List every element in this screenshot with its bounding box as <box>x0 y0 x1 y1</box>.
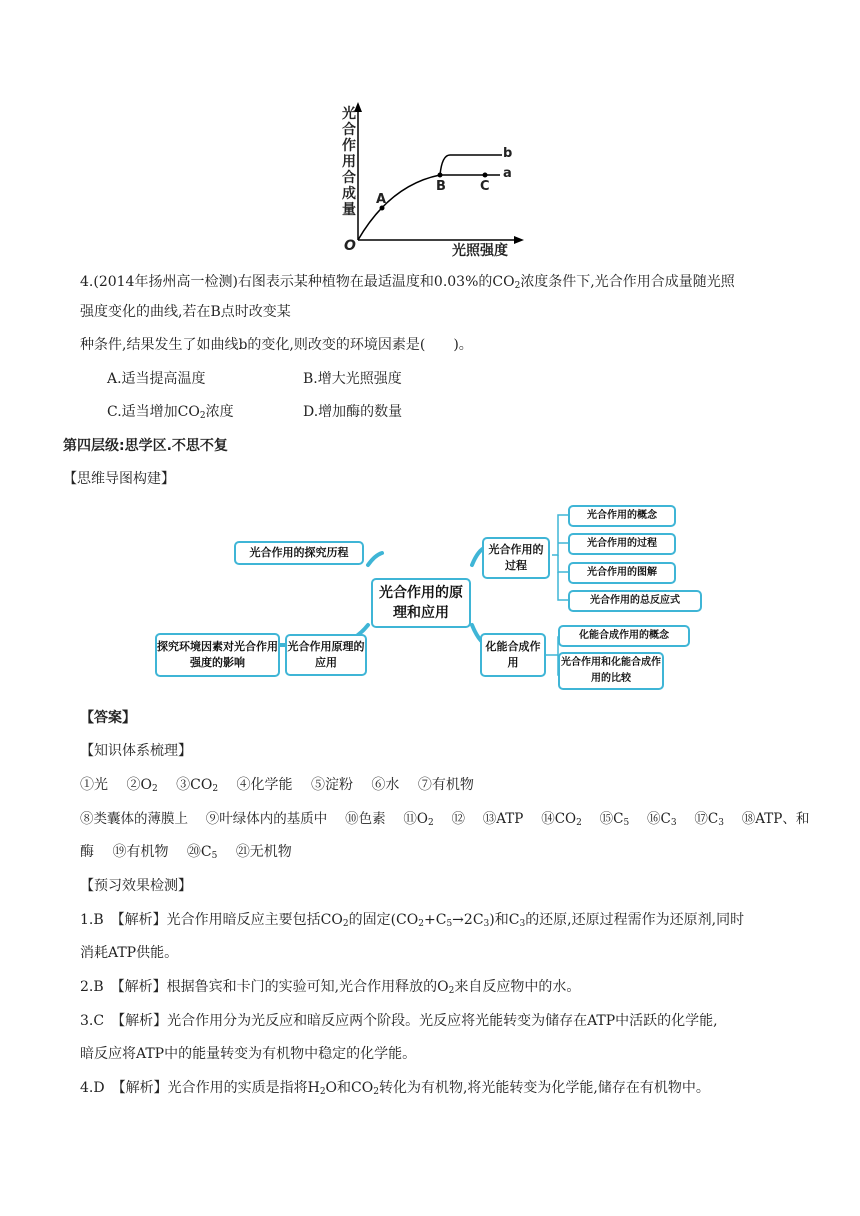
answer-3-line2: 暗反应将ATP中的能量转变为有机物中稳定的化学能。 <box>80 1046 417 1062</box>
answer-4: 4.D 【解析】光合作用的实质是指将$H_2O$和$CO_2$转化为有机物,将光能转变为化学能,储存在有机物中。 <box>80 1080 710 1097</box>
knowledge-heading: 【知识体系梳理】 <box>80 743 192 759</box>
option-a: A.适当提高温度 <box>107 371 206 387</box>
mindmap-rt3: 光合作用的图解 <box>568 562 676 584</box>
question-4-line2: 强度变化的曲线,若在B点时改变某 <box>80 304 291 320</box>
answer-1-line2: 消耗ATP供能。 <box>80 945 179 961</box>
mindmap-center: 光合作用的原理和应用 <box>371 578 471 628</box>
mindmap-rt2: 光合作用的过程 <box>568 533 676 555</box>
option-b: B.增大光照强度 <box>303 371 402 387</box>
question-4-line3: 种条件,结果发生了如曲线b的变化,则改变的环境因素是( )。 <box>80 337 473 353</box>
mindmap-left-mid: 光合作用原理的应用 <box>285 634 367 676</box>
mindmap-left-top: 光合作用的探究历程 <box>234 541 364 565</box>
question-4-line1: 4.(2014年扬州高一检测)右图表示某种植物在最适温度和0.03%的$CO_2$浓度条件下,光合作用合成量随光照 <box>80 274 735 291</box>
light-intensity-graph <box>330 100 530 260</box>
graph-origin: O <box>344 238 356 254</box>
option-c: C.适当增加$CO_2$浓度 <box>107 404 234 421</box>
mindmap-heading: 【思维导图构建】 <box>63 471 175 487</box>
knowledge-row-2: ⑧类囊体的薄膜上 ⑨叶绿体内的基质中 ⑩色素 $⑪O_2$ ⑫ ⑬ATP $⑭CO_2$ $⑮C_5$ $⑯C_3$ $⑰C_3$ ⑱ATP、和 <box>80 811 810 828</box>
option-d: D.增加酶的数量 <box>303 404 403 420</box>
mindmap-rb1: 化能合成作用的概念 <box>558 625 690 647</box>
mindmap-rb2: 光合作用和化能合成作用的比较 <box>558 652 664 690</box>
graph-xlabel: 光照强度 <box>452 243 508 259</box>
answer-1-line1: 1.B 【解析】光合作用暗反应主要包括$CO_2$的固定$(CO_2+C_5\to 2C_3)$和$C_3$的还原,还原过程需作为还原剂,同时 <box>80 912 745 929</box>
answer-heading: 【答案】 <box>80 710 136 726</box>
graph-point-a: A <box>376 192 387 207</box>
answer-3-line1: 3.C 【解析】光合作用分为光反应和暗反应两个阶段。光反应将光能转变为储存在ATP中活跃的化学能, <box>80 1013 718 1029</box>
mindmap-rt4: 光合作用的总反应式 <box>568 590 702 612</box>
preview-heading: 【预习效果检测】 <box>80 878 192 894</box>
mindmap-right-top: 光合作用的过程 <box>482 537 550 579</box>
graph-point-c: C <box>480 179 490 194</box>
graph-ylabel: 光合作用合成量 <box>342 106 356 218</box>
knowledge-row-1: ①光 $②O_2$ $③CO_2$ ④化学能 ⑤淀粉 ⑥水 ⑦有机物 <box>80 777 474 794</box>
mindmap-rt1: 光合作用的概念 <box>568 505 676 527</box>
mindmap-right-bottom: 化能合成作用 <box>480 633 546 677</box>
mindmap-left-far: 探究环境因素对光合作用强度的影响 <box>155 633 280 677</box>
level-4-heading: 第四层级:思学区.不思不复 <box>63 438 228 454</box>
graph-curve-a-label: a <box>503 166 512 181</box>
answer-2: 2.B 【解析】根据鲁宾和卡门的实验可知,光合作用释放的$O_2$来自反应物中的水。 <box>80 979 581 996</box>
knowledge-row-3: 酶 ⑲有机物 $⑳C_5$ ㉑无机物 <box>80 844 292 861</box>
graph-point-b: B <box>436 179 446 194</box>
graph-curve-b-label: b <box>503 146 513 161</box>
